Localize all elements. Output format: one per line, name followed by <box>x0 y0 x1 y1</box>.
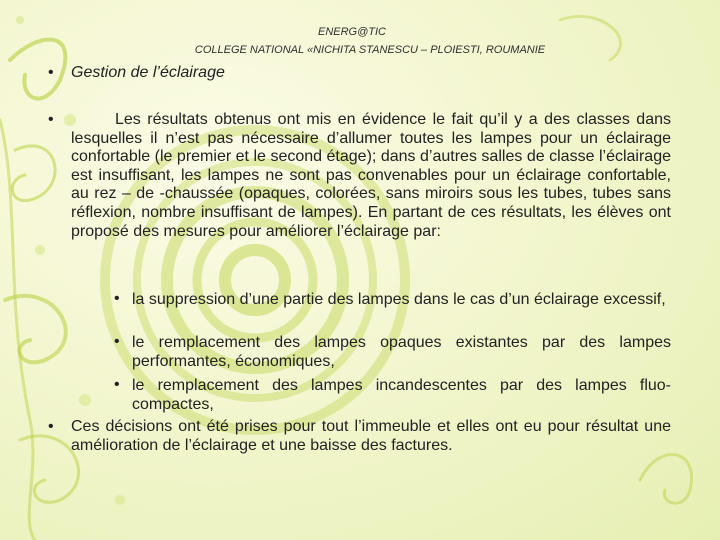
bullet-2: • <box>48 111 54 128</box>
bullet-1: • <box>48 64 54 81</box>
sub-item-2: le remplacement des lampes opaques existantes par des lampes performantes, économiques, <box>132 334 671 370</box>
section-title: Gestion de l’éclairage <box>71 64 225 81</box>
sub-item-1: la suppression d’une partie des lampes dans le cas d’un éclairage excessif, <box>132 291 666 308</box>
conclusion-paragraph: Ces décisions ont été prises pour tout l’immeuble et elles ont eu pour résultat une amélioration de l’éclairage et une baisse des factures. <box>71 418 671 454</box>
header-title: ENERG@TIC <box>317 26 386 38</box>
results-paragraph-text: Les résultats obtenus ont mis en évidence le fait qu’il y a des classes dans lesquelles il n’est pas nécessaire d’allumer toutes les lampes pour un éclairage confortable (le premier et le second étage); dans d’autres salles de classe l’éclairage est insuffisant, les lampes ne sont pas convenables pour un éclairage confortable, au rez – de -chaussée (opaques, colorées, sans miroirs sous les tubes, tubes sans réflexion, nombre insuffisant de lampes). En partant de ces résultats, les élèves ont proposé des mesures pour améliorer l’éclairage par: <box>71 111 671 240</box>
sub-bullet-2: • <box>114 333 120 350</box>
sub-bullet-1: • <box>114 290 120 307</box>
sub-bullet-3: • <box>114 376 120 393</box>
sub-item-3: le remplacement des lampes incandescentes par des lampes fluo-compactes, <box>132 377 671 413</box>
results-paragraph <box>71 111 671 241</box>
header-subtitle: COLLEGE NATIONAL «NICHITA STANESCU – PLOIESTI, ROUMANIE <box>194 44 546 56</box>
bullet-3: • <box>48 418 54 435</box>
